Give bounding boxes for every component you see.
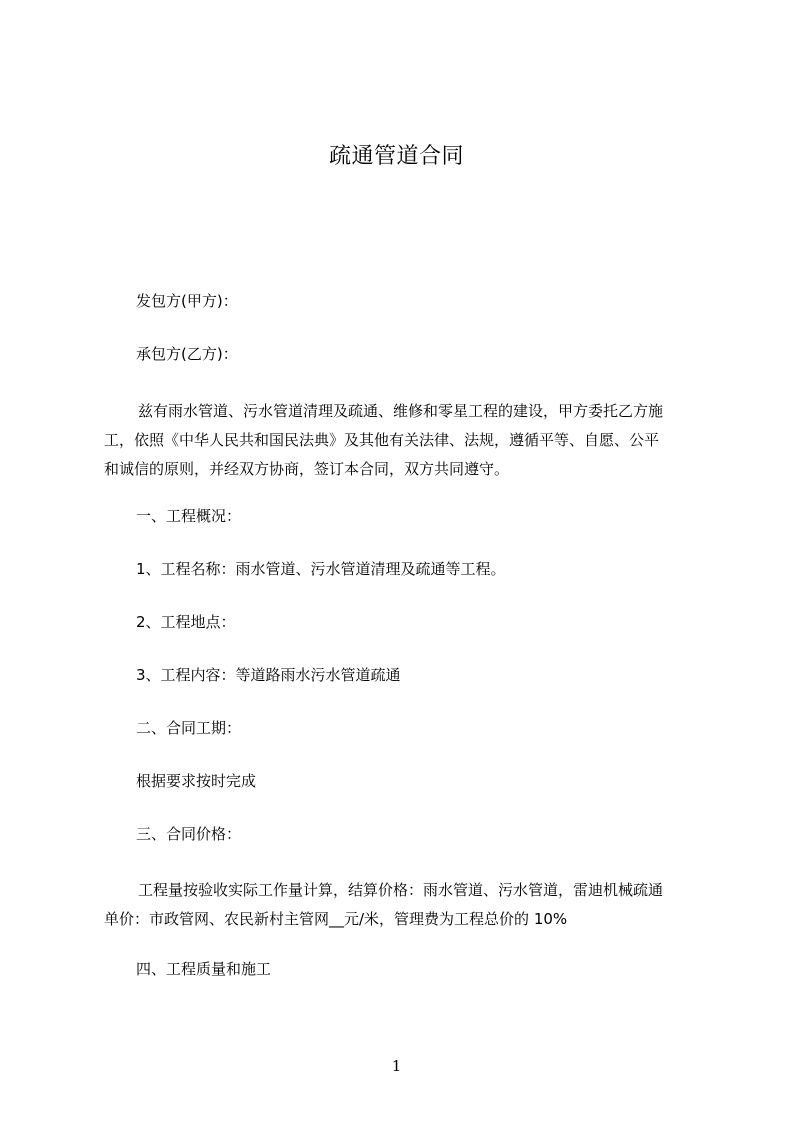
price-line-2: 单价：市政管网、农民新村主管网__元/米，管理费为工程总价的 10% — [104, 910, 568, 928]
section-1-heading: 一、工程概况： — [136, 507, 242, 525]
project-content-item: 3、工程内容：等道路雨水污水管道疏通 — [136, 666, 401, 684]
party-b-label: 承包方(乙方)： — [136, 345, 238, 363]
section-2-heading: 二、合同工期： — [136, 719, 242, 737]
section-4-heading: 四、工程质量和施工 — [136, 960, 272, 978]
intro-line-2: 工，依照《中华人民共和国民法典》及其他有关法律、法规，遵循平等、自愿、公平 — [104, 431, 660, 449]
price-paragraph — [104, 876, 704, 934]
intro-paragraph — [104, 397, 704, 484]
section-3-heading: 三、合同价格： — [136, 825, 242, 843]
price-line-1: 工程量按验收实际工作量计算，结算价格：雨水管道、污水管道，雷迪机械疏通 — [138, 881, 664, 899]
page-number: 1 — [391, 1057, 402, 1075]
project-name-item: 1、工程名称：雨水管道、污水管道清理及疏通等工程。 — [136, 560, 506, 578]
intro-line-3: 和诚信的原则，并经双方协商，签订本合同，双方共同遵守。 — [104, 460, 510, 478]
party-a-label: 发包方(甲方)： — [136, 292, 238, 310]
section-2-body: 根据要求按时完成 — [136, 772, 257, 790]
project-location-item: 2、工程地点： — [136, 613, 236, 631]
document-title: 疏通管道合同 — [328, 144, 464, 169]
intro-line-1: 兹有雨水管道、污水管道清理及疏通、维修和零星工程的建设，甲方委托乙方施 — [138, 402, 664, 420]
